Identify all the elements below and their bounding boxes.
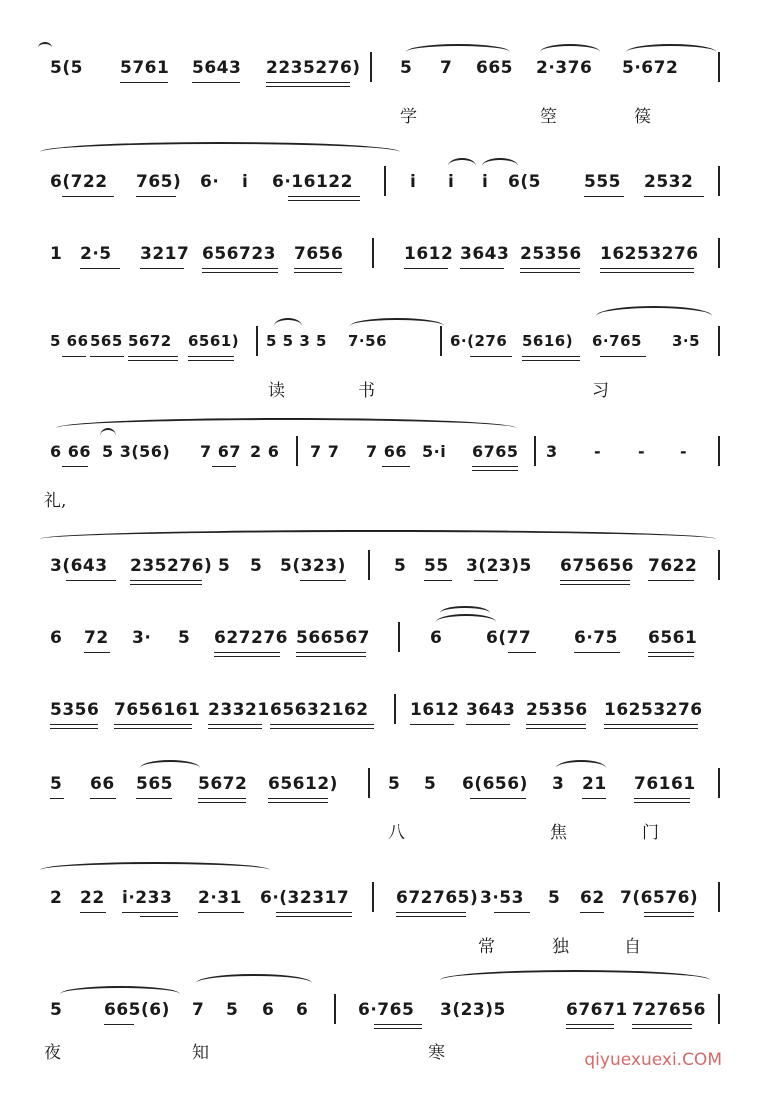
note-group: - [594,442,602,461]
note-group: 5(5 [50,58,83,78]
note-group: 7622 [648,556,698,576]
barline [256,326,258,356]
underline [114,724,192,725]
note-group: 25356 [526,700,588,720]
note-group: 665(6) [104,1000,170,1020]
lyric: 独 [552,937,569,957]
underline [188,360,234,361]
note-group: 5 [218,556,231,576]
underline [560,584,630,585]
underline [266,86,350,87]
underline [566,1028,614,1029]
underline [644,912,694,913]
underline [396,912,466,913]
underline [130,584,202,585]
underline [520,268,580,269]
barline [372,882,374,912]
note-group: 6·765 [358,1000,415,1020]
slur [100,428,116,444]
note-group: 555 [584,172,621,192]
barline [398,622,400,652]
underline [136,798,172,799]
note-group: 6· [200,172,220,192]
note-group: 5 3(56) [102,442,171,461]
note-group: - [680,442,688,461]
underline [114,728,192,729]
slur [38,42,52,54]
underline [474,580,498,581]
note-group: 6·75 [574,628,618,648]
underline [136,196,176,197]
underline [508,652,536,653]
note-group: 55 [424,556,449,576]
underline [268,798,328,799]
lyric: 焦 [550,823,567,843]
underline [466,724,510,725]
lyric: 读 [268,381,285,401]
note-group: 3(23)5 [466,556,532,576]
underline [188,356,234,357]
note-group: 2235276) [266,58,361,78]
underline [644,916,694,917]
note-group: 7·56 [348,332,388,350]
slur [40,142,400,162]
note-group: 65632162 [270,700,369,720]
underline [62,466,88,467]
underline [212,466,236,467]
note-group: 656723 [202,244,276,264]
underline [288,200,360,201]
note-group: 7 [440,58,453,78]
barline [368,768,370,798]
note-group: - [638,442,646,461]
lyric: 习 [592,381,609,401]
underline [374,1028,422,1029]
lyric: 夜 [44,1043,61,1063]
underline [270,728,374,729]
underline [276,916,352,917]
note-group: 5 5 3 5 [266,332,327,350]
slur [196,974,312,992]
barline [718,166,720,196]
note-group: 3·53 [480,888,524,908]
underline [634,802,690,803]
underline [374,1024,422,1025]
note-group: 5672 [198,774,248,794]
barline [718,994,720,1024]
note-group: 7 66 [366,442,407,461]
underline [202,272,278,273]
note-group: 21 [582,774,607,794]
underline [296,652,366,653]
note-group: 67671 [566,1000,628,1020]
note-group: 5 [50,1000,63,1020]
underline [410,724,454,725]
note-group: 6 [296,1000,309,1020]
slur [40,862,270,878]
underline [494,912,530,913]
underline [120,82,168,83]
underline [128,356,178,357]
barline [718,238,720,268]
underline [84,652,110,653]
underline [50,728,98,729]
underline [600,268,694,269]
note-group: 5 [250,556,263,576]
note-group: 2532 [644,172,694,192]
underline [198,802,246,803]
underline [648,580,694,581]
note-group: 1612 [404,244,454,264]
note-group: 6561) [188,332,240,350]
underline [104,1024,134,1025]
underline [404,268,448,269]
underline [472,470,518,471]
underline [296,656,366,657]
barline [718,768,720,798]
underline [632,1028,692,1029]
underline [300,580,346,581]
lyric: 学 [400,107,417,127]
underline [584,196,624,197]
note-group: 5356 [50,700,100,720]
note-group: 6·(32317 [260,888,350,908]
note-group: 3643 [460,244,510,264]
note-group: 5 [400,58,413,78]
underline [90,356,124,357]
barline [534,436,536,466]
note-group: 62 [580,888,605,908]
lyric: 常 [478,937,495,957]
note-group: 7656161 [114,700,201,720]
lyric: 自 [624,937,641,957]
underline [566,1024,614,1025]
underline [276,912,352,913]
note-group: 5761 [120,58,170,78]
note-group: 3 [546,442,558,461]
underline [560,580,630,581]
note-group: 5 [548,888,561,908]
note-group: 665 [476,58,513,78]
barline [384,166,386,196]
barline [296,436,298,466]
slur [440,970,710,990]
barline [718,882,720,912]
slur [436,614,496,630]
underline [648,656,694,657]
note-group: 5672 [128,332,172,350]
underline [50,798,64,799]
slur [482,158,518,174]
note-group: 3 [552,774,565,794]
underline [214,652,280,653]
note-group: 6 [262,1000,275,1020]
note-group: 6·(276 [450,332,508,350]
note-group: 2·31 [198,888,242,908]
note-group: i [242,172,249,192]
underline [396,916,466,917]
underline [130,580,202,581]
note-group: 7656 [294,244,344,264]
underline [198,912,244,913]
slur [406,44,510,60]
lyric: 门 [642,823,659,843]
note-group: 7 [192,1000,205,1020]
underline [140,268,184,269]
note-group: 25356 [520,244,582,264]
barline [368,550,370,580]
underline [80,268,120,269]
slur [40,530,716,548]
slur [626,44,716,60]
note-group: 3(643 [50,556,108,576]
note-group: 6·765 [592,332,642,350]
note-group: 6765 [472,442,519,461]
underline [582,798,606,799]
lyric: 知 [192,1043,209,1063]
underline [266,82,350,83]
lyric: 八 [388,823,405,843]
note-group: 3·5 [672,332,701,350]
slur [596,306,712,326]
barline [440,326,442,356]
underline [202,268,278,269]
note-group: 3· [132,628,152,648]
barline [718,52,720,82]
underline [644,196,704,197]
note-group: 5 [424,774,437,794]
lyric: 寒 [428,1043,445,1063]
note-group: 65612) [268,774,338,794]
slur [274,318,302,334]
underline [526,724,586,725]
note-group: 16253276 [604,700,703,720]
underline [526,728,586,729]
underline [470,356,512,357]
underline [198,798,246,799]
underline [470,798,526,799]
note-group: i [482,172,489,192]
underline [522,356,580,357]
underline [460,268,504,269]
underline [128,360,178,361]
note-group: 6(722 [50,172,108,192]
underline [580,912,604,913]
underline [472,466,518,467]
note-group: i·233 [122,888,173,908]
note-group: 7(6576) [620,888,699,908]
note-group: 16253276 [600,244,699,264]
note-group: 765) [136,172,182,192]
note-group: 6(656) [462,774,528,794]
slur [140,760,200,776]
barline [718,326,720,356]
underline [382,466,410,467]
slur [540,44,600,60]
underline [604,728,698,729]
underline [574,652,620,653]
note-group: 5643 [192,58,242,78]
note-group: 5 [178,628,191,648]
underline [424,580,452,581]
underline [62,196,114,197]
underline [632,1024,692,1025]
note-group: 6561 [648,628,698,648]
note-group: 1 [50,244,63,264]
watermark-text: qiyuexuexi.COM [584,1050,722,1070]
underline [214,656,280,657]
note-group: 2·376 [536,58,593,78]
underline [80,912,106,913]
note-group: 5(323) [280,556,346,576]
note-group: 1612 [410,700,460,720]
barline [372,238,374,268]
note-group: 5 [226,1000,239,1020]
note-group: 3643 [466,700,516,720]
lyric: 书 [358,381,375,401]
underline [50,724,98,725]
note-group: 23321 [208,700,270,720]
note-group: 6·16122 [272,172,353,192]
underline [192,82,240,83]
note-group: 565 [136,774,173,794]
note-group: 22 [80,888,105,908]
note-group: 3217 [140,244,190,264]
underline [208,724,262,725]
note-group: 6(5 [508,172,541,192]
note-group: 672765) [396,888,479,908]
barline [334,994,336,1024]
note-group: 2·5 [80,244,112,264]
underline [288,196,360,197]
note-group: 3(23)5 [440,1000,506,1020]
underline [62,356,86,357]
note-group: 5·i [422,442,447,461]
barline [394,694,396,724]
barline [718,436,720,466]
note-group: 566567 [296,628,370,648]
note-group: 6(77 [486,628,532,648]
note-group: 2 [50,888,63,908]
note-group: 72 [84,628,109,648]
note-group: i [448,172,455,192]
underline [270,724,374,725]
note-group: 5 [50,774,63,794]
note-group: i [410,172,417,192]
underline [208,728,262,729]
underline [648,652,694,653]
barline [718,550,720,580]
note-group: 5616) [522,332,574,350]
underline [294,268,342,269]
slur [556,760,606,776]
slur [448,158,476,174]
note-group: 727656 [632,1000,706,1020]
lyric: 箜 [540,107,557,127]
note-group: 675656 [560,556,634,576]
note-group: 6 [50,628,63,648]
underline [66,580,116,581]
note-group: 7 7 [310,442,340,461]
note-group: 5 [394,556,407,576]
underline [634,798,690,799]
note-group: 5·672 [622,58,679,78]
note-group: 627276 [214,628,288,648]
note-group: 7 67 [200,442,241,461]
underline [140,916,178,917]
underline [604,724,698,725]
note-group: 565 [90,332,123,350]
underline [600,272,694,273]
underline [520,272,580,273]
note-group: 6 66 [50,442,91,461]
barline [370,52,372,82]
underline [90,798,116,799]
note-group: 2 6 [250,442,280,461]
lyric: 篌 [634,107,651,127]
note-group: 5 [388,774,401,794]
lyric: 礼, [44,491,67,511]
note-group: 235276) [130,556,213,576]
slur [350,318,444,334]
underline [268,802,328,803]
note-group: 6 [430,628,443,648]
underline [294,272,342,273]
underline [522,360,580,361]
note-group: 76161 [634,774,696,794]
slur [56,418,516,438]
underline [122,912,178,913]
note-group: 5 66 [50,332,89,350]
underline [600,356,646,357]
note-group: 66 [90,774,115,794]
